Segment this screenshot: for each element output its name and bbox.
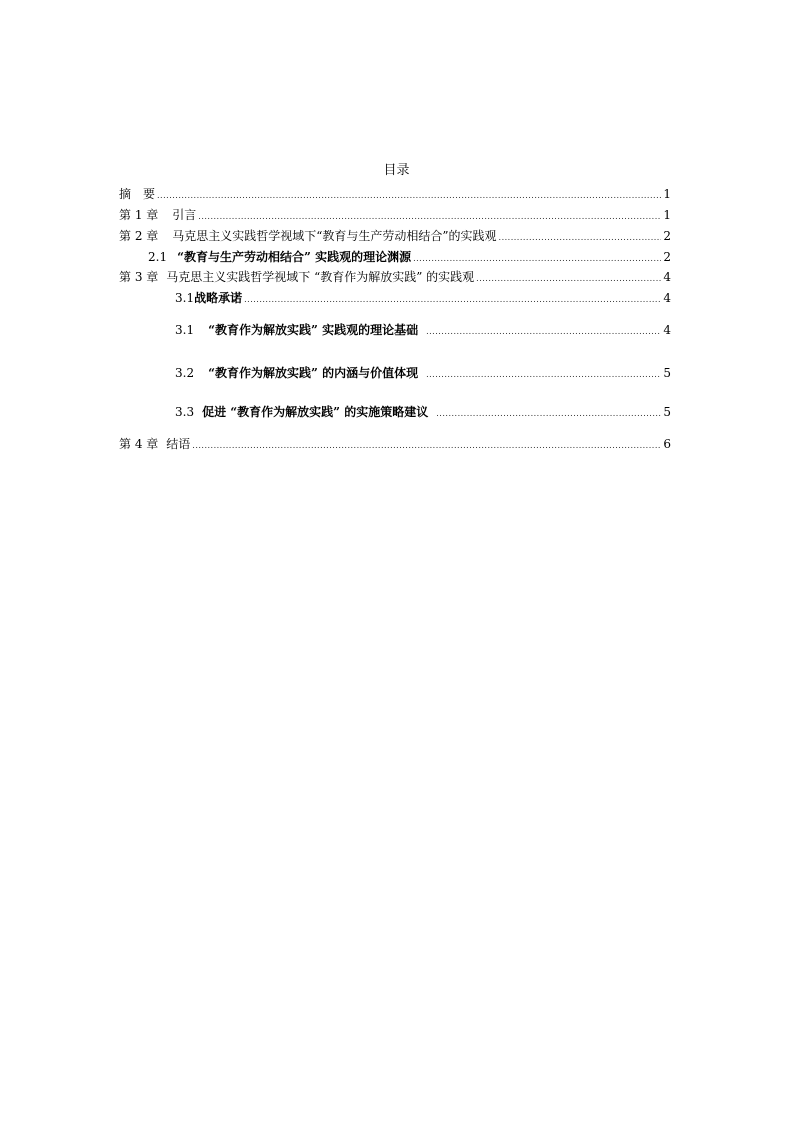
toc-entry-text: 战略承诺 (194, 291, 243, 305)
toc-entry-number: 3.2 (175, 366, 195, 380)
toc-entry-text: “教育作为解放实践” 的内涵与价值体现 (208, 366, 419, 380)
dot-leader (413, 250, 661, 268)
toc-entry-number: 3.1 (175, 323, 195, 337)
toc-entry-text: “教育与生产劳动相结合” 实践观的理论渊源 (177, 250, 412, 264)
dot-leader (476, 270, 661, 288)
dot-leader (499, 229, 662, 247)
toc-entry-text: 引言 (172, 208, 197, 222)
toc-entry-page: 2 (663, 250, 671, 264)
toc-entry-page: 2 (663, 229, 671, 243)
toc-entry-chapter-1[interactable] (119, 206, 671, 226)
toc-entry-number: 2.1 (148, 250, 168, 264)
toc-entry-number: 第 1 章 (119, 208, 159, 222)
toc-entry-page: 5 (663, 366, 671, 380)
toc-entry-section-3-3[interactable] (175, 403, 671, 423)
toc-entry-number: 3.3 (175, 405, 195, 419)
dot-leader (426, 323, 661, 341)
dot-leader (198, 208, 661, 226)
toc-entry-number: 第 4 章 (119, 437, 159, 451)
toc-entry-abstract[interactable] (119, 185, 671, 205)
toc-entry-page: 4 (663, 291, 671, 305)
toc-entry-page: 4 (663, 270, 671, 284)
toc-entry-number: 第 2 章 (119, 229, 159, 243)
toc-entry-number: 第 3 章 (119, 270, 159, 284)
toc-title: 目录 (383, 163, 410, 178)
toc-entry-page: 1 (663, 187, 671, 201)
toc-entry-text: 促进 “教育作为解放实践” 的实施策略建议 (202, 405, 429, 419)
dot-leader (436, 405, 661, 423)
dot-leader (192, 437, 661, 455)
toc-entry-text: 马克思主义实践哲学视域下“教育与生产劳动相结合”的实践观 (172, 229, 497, 243)
toc-entry-section-3-1-theory[interactable] (175, 321, 671, 341)
toc-entry-section-3-1-strategy[interactable] (175, 289, 671, 309)
dot-leader (244, 291, 661, 309)
toc-entry-page: 6 (663, 437, 671, 451)
dot-leader (426, 366, 661, 384)
toc-entry-text: “教育作为解放实践” 实践观的理论基础 (208, 323, 419, 337)
dot-leader (157, 187, 661, 205)
toc-entry-chapter-4[interactable] (119, 435, 671, 455)
toc-entry-page: 4 (663, 323, 671, 337)
toc-entry-section-3-2[interactable] (175, 364, 671, 384)
toc-entry-chapter-3[interactable] (119, 268, 671, 288)
toc-entry-text: 马克思主义实践哲学视域下 “教育作为解放实践” 的实践观 (166, 270, 475, 284)
toc-entry-text: 结语 (166, 437, 191, 451)
toc-entry-number: 3.1 (175, 291, 195, 305)
toc-entry-section-2-1[interactable] (148, 248, 671, 268)
toc-entry-page: 1 (663, 208, 671, 222)
toc-entry-number: 摘 要 (119, 187, 156, 201)
toc-entry-chapter-2[interactable] (119, 227, 671, 247)
toc-entry-page: 5 (663, 405, 671, 419)
